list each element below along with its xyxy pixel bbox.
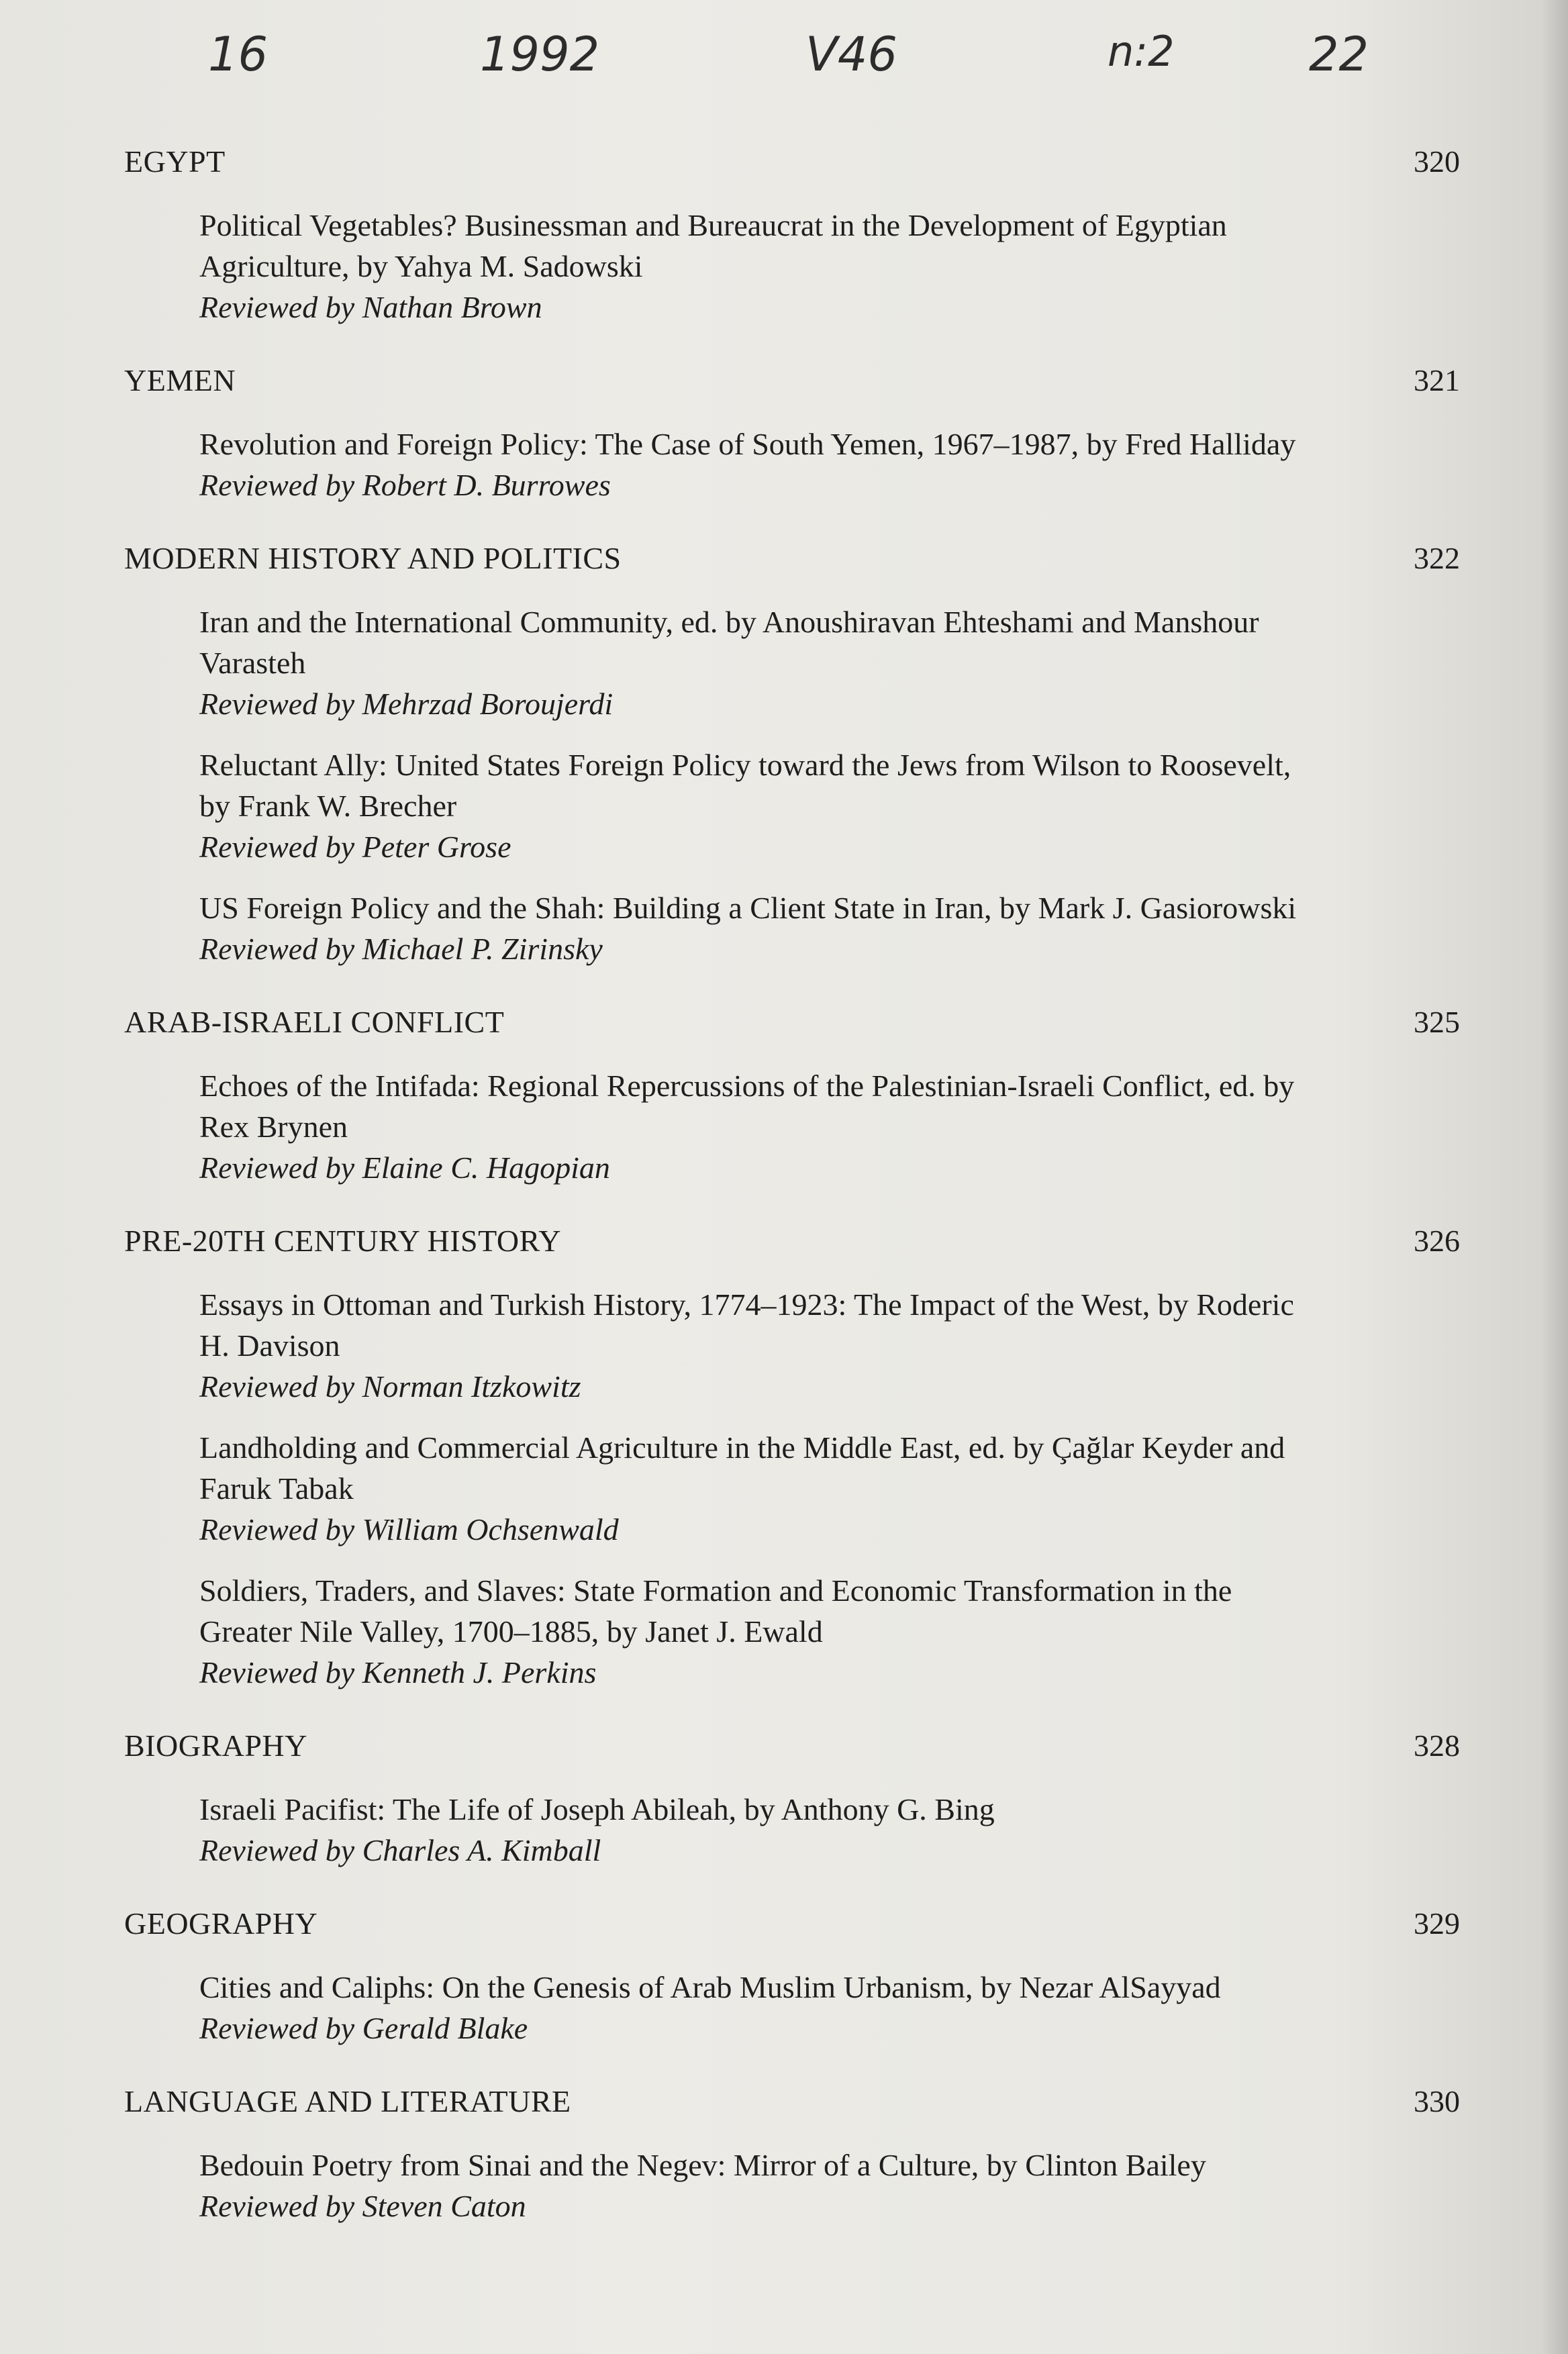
handwritten-note-part: V46 <box>805 27 897 82</box>
toc-section <box>124 1883 1460 2049</box>
book-title: Iran and the International Community, ed. by Anoushiravan Ehteshami and Manshour Varasteh <box>199 605 1259 680</box>
book-title: Israeli Pacifist: The Life of Joseph Abileah, by Anthony G. Bing <box>199 1792 995 1826</box>
reviewer: Reviewed by Mehrzad Boroujerdi <box>199 687 614 721</box>
book-title: Essays in Ottoman and Turkish History, 1774–1923: The Impact of the West, by Roderic H. Davison <box>199 1287 1294 1363</box>
section-title: GEOGRAPHY <box>124 1906 318 1941</box>
review-entry <box>199 601 1327 724</box>
book-title: Soldiers, Traders, and Slaves: State Formation and Economic Transformation in the Greater Nile Valley, 1700–1885, by Janet J. Ewald <box>199 1573 1232 1649</box>
handwritten-note-part: 22 <box>1309 27 1369 82</box>
review-entry <box>199 1065 1327 1188</box>
section-title: YEMEN <box>124 363 236 397</box>
section-page-number: 321 <box>1414 363 1460 397</box>
book-title: Cities and Caliphs: On the Genesis of Arab Muslim Urbanism, by Nezar AlSayyad <box>199 1970 1221 2004</box>
toc-section <box>124 2061 1460 2226</box>
section-header <box>124 1200 1460 1264</box>
book-title: US Foreign Policy and the Shah: Building a Client State in Iran, by Mark J. Gasiorowski <box>199 891 1297 925</box>
toc-section <box>124 1705 1460 1871</box>
section-page-number: 322 <box>1414 541 1460 575</box>
handwritten-note-part: 1992 <box>480 27 600 82</box>
section-title: MODERN HISTORY AND POLITICS <box>124 541 622 575</box>
handwritten-note <box>0 13 1568 107</box>
section-page-number: 330 <box>1414 2084 1460 2118</box>
section-header <box>124 981 1460 1045</box>
toc-section <box>124 121 1460 328</box>
section-header <box>124 340 1460 403</box>
section-header <box>124 121 1460 185</box>
review-entry <box>199 887 1327 969</box>
review-entry <box>199 424 1327 505</box>
section-header <box>124 518 1460 581</box>
reviewer: Reviewed by Michael P. Zirinsky <box>199 932 603 966</box>
toc-section <box>124 340 1460 505</box>
reviewer: Reviewed by Robert D. Burrowes <box>199 468 611 502</box>
review-entry <box>199 1284 1327 1407</box>
review-entry <box>199 1967 1327 2049</box>
reviewer: Reviewed by Steven Caton <box>199 2189 526 2223</box>
section-title: LANGUAGE AND LITERATURE <box>124 2084 571 2118</box>
reviewer: Reviewed by Kenneth J. Perkins <box>199 1655 597 1689</box>
section-title: PRE-20TH CENTURY HISTORY <box>124 1224 561 1258</box>
toc-section <box>124 981 1460 1188</box>
review-entry <box>199 205 1327 328</box>
section-header <box>124 2061 1460 2124</box>
section-page-number: 328 <box>1414 1728 1460 1763</box>
reviewer: Reviewed by Elaine C. Hagopian <box>199 1150 610 1185</box>
handwritten-note-part: 16 <box>208 27 268 82</box>
reviewer: Reviewed by Charles A. Kimball <box>199 1833 601 1867</box>
book-title: Echoes of the Intifada: Regional Repercussions of the Palestinian-Israeli Conflict, ed. by Rex Brynen <box>199 1069 1295 1144</box>
book-title: Reluctant Ally: United States Foreign Policy toward the Jews from Wilson to Roosevelt, by Frank W. Brecher <box>199 748 1291 823</box>
section-title: ARAB-ISRAELI CONFLICT <box>124 1005 505 1039</box>
review-entry <box>199 1789 1327 1871</box>
book-title: Bedouin Poetry from Sinai and the Negev: Mirror of a Culture, by Clinton Bailey <box>199 2148 1206 2182</box>
section-header <box>124 1883 1460 1947</box>
table-of-contents <box>124 121 1460 2239</box>
handwritten-note-part: n:2 <box>1108 27 1175 76</box>
page-edge-shadow <box>1541 0 1568 2354</box>
review-entry <box>199 1427 1327 1550</box>
reviewer: Reviewed by Nathan Brown <box>199 290 542 324</box>
review-entry <box>199 1570 1327 1693</box>
review-entry <box>199 2145 1327 2226</box>
section-title: EGYPT <box>124 144 226 179</box>
section-page-number: 326 <box>1414 1224 1460 1258</box>
book-title: Landholding and Commercial Agriculture in the Middle East, ed. by Çağlar Keyder and Faruk Tabak <box>199 1430 1285 1506</box>
book-title: Political Vegetables? Businessman and Bureaucrat in the Development of Egyptian Agriculture, by Yahya M. Sadowski <box>199 208 1227 283</box>
toc-section <box>124 518 1460 969</box>
section-header <box>124 1705 1460 1769</box>
section-title: BIOGRAPHY <box>124 1728 307 1763</box>
reviewer: Reviewed by William Ochsenwald <box>199 1512 619 1547</box>
reviewer: Reviewed by Gerald Blake <box>199 2011 528 2045</box>
toc-section <box>124 1200 1460 1693</box>
book-title: Revolution and Foreign Policy: The Case of South Yemen, 1967–1987, by Fred Halliday <box>199 427 1296 461</box>
review-entry <box>199 744 1327 867</box>
section-page-number: 320 <box>1414 144 1460 179</box>
section-page-number: 329 <box>1414 1906 1460 1941</box>
section-page-number: 325 <box>1414 1005 1460 1039</box>
reviewer: Reviewed by Peter Grose <box>199 830 511 864</box>
reviewer: Reviewed by Norman Itzkowitz <box>199 1369 581 1404</box>
